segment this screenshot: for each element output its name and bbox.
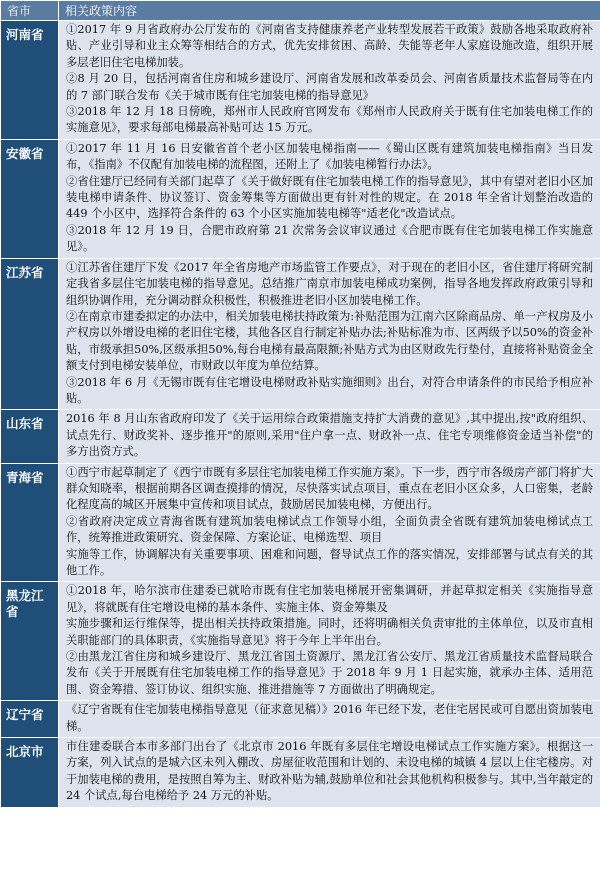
policy-paragraph: 《辽宁省既有住宅加装电梯指导意见（征求意见稿）》2016 年已经下发，老住宅居民或可自愿出资加装电梯。: [66, 703, 593, 733]
header-content: 相关政策内容: [59, 1, 600, 21]
policy-paragraph: ③2018 年 12 月 19 日，合肥市政府第 21 次常务会议审议通过《合肥市既有住宅加装电梯工作实施意见》。: [66, 223, 593, 254]
table-row: [1, 582, 600, 701]
policy-paragraph: ③2018 年 12 月 18 日傍晚，郑州市人民政府官网发布《郑州市人民政府关于既有住宅加装电梯工作的实施意见》，要求每部电梯最高补贴可达 15 万元。: [66, 105, 593, 135]
policy-content-cell: [59, 258, 600, 410]
header-province: 省市: [1, 1, 59, 21]
policy-paragraph: ①2017 年 11 月 16 日安徽省首个老小区加装电梯指南——《蜀山区既有建筑加装电梯指南》当日发布，《指南》不仅配有加装电梯的流程图，还附上了《加装电梯暂行办法》。: [66, 141, 593, 172]
province-cell: 江苏省: [1, 258, 59, 410]
table-row: [1, 258, 600, 410]
table-row: [1, 463, 600, 582]
policy-paragraph: 实施步骤和运行维保等，提出相关扶持政策措施。同时，还将明确相关负责审批的主体单位，以及市直相关职能部门的具体职责，《实施指导意见》将于今年上半年出台。: [66, 617, 593, 647]
policy-content-cell: [59, 463, 600, 582]
policy-paragraph: ①2018 年，哈尔滨市住建委已就哈市既有住宅加装电梯展开密集调研，并起草拟定相关《实施指导意见》，将就既有住宅增设电梯的基本条件、实施主体、资金筹集及: [66, 584, 593, 614]
province-cell: 青海省: [1, 463, 59, 582]
policy-paragraph: 2016 年 8 月山东省政府印发了《关于运用综合政策措施支持扩大消费的意见》,其中提出,按"政府组织、试点先行、财政奖补、逐步推开"的原则,采用"住户拿一点、财政补一点、住宅专项维修资金适当补偿"的多方出资方式。: [66, 412, 593, 459]
policy-paragraph: ②8 月 20 日，包括河南省住房和城乡建设厅、河南省发展和改革委员会、河南省质量技术监督局等在内的 7 部门联合发布《关于城市既有住宅加装电梯的指导意见》: [66, 72, 593, 102]
province-cell: 安徽省: [1, 139, 59, 258]
policy-paragraph: 市住建委联合本市多部门出台了《北京市 2016 年既有多层住宅增设电梯试点工作实施方案》。根据这一方案，列入试点的是城六区未列入棚改、房屋征收范围和计划的、未设电梯的城镇 4 层以上住宅楼房。对于加装电梯的费用，是按照自筹为主、财政补贴为辅,鼓励单位和社会其他机构积极参与。其中,当年敲定的 24 个试点,每台电梯给予 24 万元的补贴。: [66, 740, 593, 803]
policy-paragraph: 实施等工作，协调解决有关重要事项、困难和问题，督导试点工作的落实情况，安排部署与试点有关的其他工作。: [66, 547, 593, 577]
table-body: [1, 21, 600, 808]
policy-content-cell: [59, 738, 600, 808]
table-row: [1, 738, 600, 808]
province-cell: 河南省: [1, 21, 59, 140]
policy-paragraph: ①2017 年 9 月省政府办公厅发布的《河南省支持健康养老产业转型发展若干政策》鼓励各地采取政府补贴、产业引导和业主众筹等相结合的方式，优先安排贫困、高龄、失能等老年人家庭设施改造，组织开展多层老旧住宅电梯加装。: [66, 23, 593, 69]
table-row: [1, 701, 600, 738]
policy-content-cell: [59, 701, 600, 738]
table-row: [1, 21, 600, 140]
policy-paragraph: ②由黑龙江省住房和城乡建设厅、黑龙江省国土资源厅、黑龙江省公安厅、黑龙江省质量技术监督局联合发布《关于开展既有住宅加装电梯工作的指导意见》于 2018 年 9 月 1 日起实施，就承办主体、适用范围、资金筹措、签订协议、组织实施、推进措施等 7 方面做出了明确规定。: [66, 650, 593, 696]
policy-paragraph: ②省政府决定成立青海省既有建筑加装电梯试点工作领导小组，全面负责全省既有建筑加装电梯试点工作，统筹推进政策研究、资金保障、方案论证、电梯选型、项目: [66, 514, 593, 545]
province-cell: 辽宁省: [1, 701, 59, 738]
province-cell: 山东省: [1, 410, 59, 463]
policy-paragraph: ①西宁市起草制定了《西宁市既有多层住宅加装电梯工作实施方案》。下一步，西宁市各级房产部门将扩大群众知晓率，根据前期各区调查摸排的情况，尽快落实试点项目，重点在老旧小区众多，人口密集，老龄化程度高的城区开展集中宣传和项目试点，鼓励居民加装电梯，方便出行。: [66, 465, 593, 512]
table-header-row: [1, 1, 600, 21]
policy-content-cell: [59, 410, 600, 463]
policy-paragraph: ②在南京市建委拟定的办法中，相关加装电梯扶持政策为:补贴范围为江南六区除商品房、单一产权房及小产权房以外增设电梯的老旧住宅楼，其他各区自行制定补贴办法;补贴标准为市、区两级予以50%的资金补贴，市级承担50%,区级承担50%,每台电梯有最高限额;补贴方式为由区财政先行垫付，直接将补贴资金全额支付到电梯安装单位，市财政以年度为单位结算。: [66, 309, 593, 373]
policy-paragraph: ②省住建厅已经同有关部门起草了《关于做好既有住宅加装电梯工作的指导意见》，其中有望对老旧小区加装电梯申请条件、协议签订、资金筹集等方面做出更有针对性的规定。在 2018 年全省计划整治改造的 449 个小区中，选择符合条件的 63 个小区实施加装电梯等"适老化"改造试点。: [66, 174, 593, 221]
province-cell: 黑龙江省: [1, 582, 59, 701]
policy-content-cell: [59, 139, 600, 258]
policy-content-cell: [59, 21, 600, 140]
table-row: [1, 410, 600, 463]
table-row: [1, 139, 600, 258]
policy-paragraph: ③2018 年 6 月《无锡市既有住宅增设电梯财政补贴实施细则》出台，对符合申请条件的市民给予相应补贴。: [66, 375, 593, 405]
policy-content-cell: [59, 582, 600, 701]
policy-paragraph: ①江苏省住建厅下发《2017 年全省房地产市场监管工作要点》，对于现在的老旧小区，省住建厅将研究制定我省多层住宅加装电梯的指导意见。总结推广南京市加装电梯成功案例，指导各地发挥政府政策引导和组织协调作用，充分调动群众积极性，积极推进老旧小区加装电梯工作。: [66, 260, 593, 307]
province-cell: 北京市: [1, 738, 59, 808]
